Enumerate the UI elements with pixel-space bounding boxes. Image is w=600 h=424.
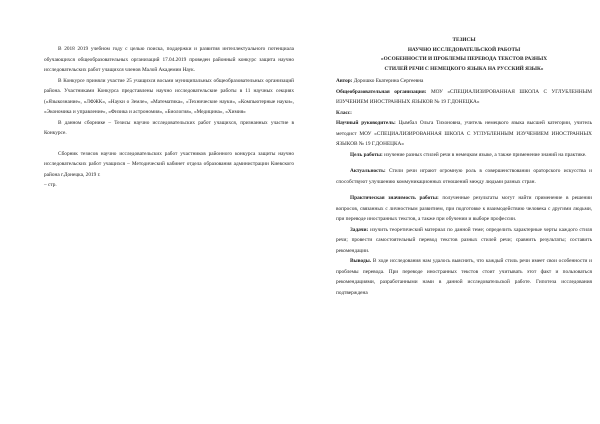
supervisor-label: Научный руководитель: bbox=[336, 120, 396, 126]
author-line bbox=[336, 76, 592, 87]
supervisor-value: Цымбал Ольга Тихоновна, учитель немецкого языка высшей категории, учитель методист МОУ «СПЕЦИАЛИЗИРОВАННАЯ ШКОЛА С УГЛУБЛЕННЫМ ИЗУЧЕНИЕМ ИНОСТРАННЫХ ЯЗЫКОВ № 19 Г.ДОНЕЦКА» bbox=[336, 120, 592, 147]
tasks-paragraph bbox=[336, 225, 592, 257]
author-value: Дорошко Екатерина Сергеевна bbox=[352, 78, 424, 84]
goal-value: изучение разных стилей речи в немецком языке, а также применение знаний на практике. bbox=[382, 151, 587, 158]
org-line bbox=[336, 87, 592, 108]
author-label: Автор: bbox=[336, 78, 353, 84]
right-page bbox=[336, 36, 592, 298]
relevance-label: Актуальность: bbox=[350, 168, 386, 174]
conclusions-label: Выводы. bbox=[350, 258, 372, 264]
org-label: Общеобразовательная организация: bbox=[336, 88, 427, 95]
left-page bbox=[44, 44, 294, 191]
practical-paragraph bbox=[336, 193, 592, 225]
practical-label: Практическая значимость работы: bbox=[350, 195, 439, 201]
tasks-value: изучить теоретический материал по данной теме; определить характерные черты каждого стиля речи; провести самостоятельный перевод текстов разных стилей речи; сравнить результаты; составить рекомендации. bbox=[336, 226, 592, 254]
practical-value: полученные результаты могут найти применение в решении вопросов, связанных с личностным развитием, при подготовке к взаимодействию человека с другими людьми, при переводе иностранных текстов, а также при обучении и выборе профессии. bbox=[336, 195, 592, 222]
org-value: МОУ «СПЕЦИАЛИЗИРОВАННАЯ ШКОЛА С УГЛУБЛЕННЫМ ИЗУЧЕНИЕМ ИНОСТРАННЫХ ЯЗЫКОВ № 19 Г.ДОНЕЦКА» bbox=[336, 88, 592, 105]
title-line-2: НАУЧНО ИССЛЕДОВАТЕЛЬСКОЙ РАБОТЫ bbox=[407, 46, 521, 53]
title-line-1: ТЕЗИСЫ bbox=[452, 37, 476, 43]
goal-label: Цель работы: bbox=[350, 151, 383, 158]
collection-note-paragraph: В данном сборнике – Тезисы научно исследовательских работ учащихся, признанных участие в Конкурсе. bbox=[44, 119, 294, 136]
relevance-value: Стили речи играют огромную роль в совершенствовании ораторского искусства и способствуют улучшению коммуникационных отношений между людьми разных стран. bbox=[336, 168, 592, 185]
supervisor-line bbox=[336, 118, 592, 150]
thesis-title bbox=[336, 36, 592, 74]
tasks-label: Задачи: bbox=[350, 226, 369, 233]
relevance-paragraph bbox=[336, 166, 592, 187]
class-label: Класс: bbox=[336, 109, 352, 116]
title-line-3: «ОСОБЕННОСТИ И ПРОБЛЕМЫ ПЕРЕВОДА ТЕКСТОВ РАЗНЫХ bbox=[380, 56, 548, 62]
participants-paragraph: В Конкурсе приняли участие 25 учащихся восьми муниципальных общеобразовательных организаций района. Участниками Конкурса представлены научно исследовательские работы в 11 научных секциях («Языкознание», «ЛФЖК», «Науки о Земле», «Математика», «Технические науки», «Компьютерные науки», «Экономика и управление», «Физика и астрономия», «Биология», «Медицина», «Химия» bbox=[44, 77, 294, 115]
compiled-note-paragraph: Сборник тезисов научно исследовательских работ участников районного конкурса защиты научно исследовательских работ учащихся – Методический кабинет отдела образования администрации Киевского района г.Донецка, 2019 г. bbox=[44, 150, 294, 178]
pages-line: – стр. bbox=[44, 182, 57, 188]
intro-paragraph: В 2018 2019 учебном году с целью поиска, поддержки и развития интеллектуального потенциала обучающихся общеобразовательных организаций 17.04.2019 проведен районный конкурс защита научно исследовательских работ учащихся членов Малой Академии Наук. bbox=[44, 46, 294, 73]
goal-paragraph bbox=[336, 150, 592, 161]
title-line-4: СТИЛЕЙ РЕЧИ С НЕМЕЦКОГО ЯЗЫКА НА РУССКИЙ ЯЗЫК» bbox=[384, 65, 544, 72]
conclusions-paragraph bbox=[336, 256, 592, 298]
conclusions-value: В ходе исследования нам удалось выяснить, что каждый стиль речи имеет свои особенности и проблемы перевода. При переводе иностранных текстов стоит учитывать этот факт и пользоваться рекомендациями, разработанными нами в данной исследовательской работе. Гипотеза исследования подтверждена bbox=[336, 258, 592, 296]
